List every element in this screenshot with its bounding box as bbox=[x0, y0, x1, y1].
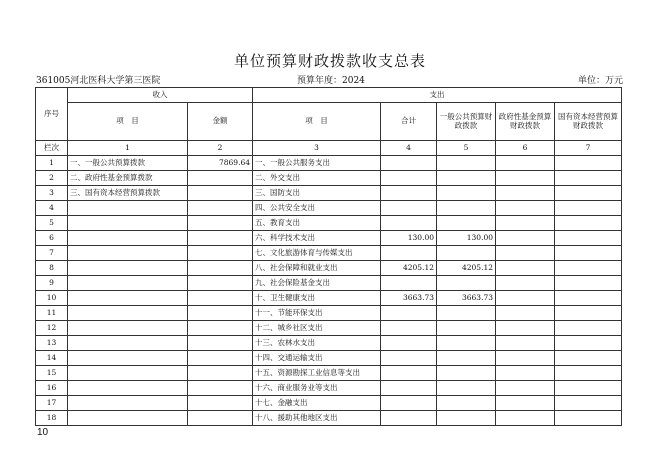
column-number-row bbox=[36, 141, 622, 156]
state-capital-amount bbox=[555, 186, 622, 201]
expense-total bbox=[381, 186, 437, 201]
gov-fund-amount bbox=[496, 336, 555, 351]
expense-total bbox=[381, 201, 437, 216]
col-label: 栏次 bbox=[36, 141, 68, 156]
state-capital-amount bbox=[555, 156, 622, 171]
table-row bbox=[36, 336, 622, 351]
income-amount bbox=[188, 246, 253, 261]
income-amount bbox=[188, 291, 253, 306]
income-item bbox=[68, 381, 188, 396]
budget-table bbox=[35, 87, 622, 426]
expense-item: 九、社会保险基金支出 bbox=[253, 276, 381, 291]
state-capital-amount bbox=[555, 381, 622, 396]
gov-fund-amount bbox=[496, 321, 555, 336]
income-item bbox=[68, 351, 188, 366]
state-capital-amount bbox=[555, 246, 622, 261]
gov-fund-amount bbox=[496, 306, 555, 321]
state-capital-amount bbox=[555, 411, 622, 426]
row-number: 15 bbox=[36, 366, 68, 381]
currency-unit: 单位：万元 bbox=[577, 76, 623, 86]
gov-fund-amount bbox=[496, 381, 555, 396]
header-income: 收入 bbox=[68, 88, 253, 103]
row-number: 7 bbox=[36, 246, 68, 261]
col-num: 6 bbox=[496, 141, 555, 156]
table-row bbox=[36, 156, 622, 171]
state-capital-amount bbox=[555, 351, 622, 366]
income-amount bbox=[188, 381, 253, 396]
row-number: 12 bbox=[36, 321, 68, 336]
header-state-capital: 国有资本经营预算财政拨款 bbox=[555, 103, 622, 141]
gov-fund-amount bbox=[496, 351, 555, 366]
row-number: 8 bbox=[36, 261, 68, 276]
income-item bbox=[68, 201, 188, 216]
income-amount bbox=[188, 306, 253, 321]
income-item bbox=[68, 366, 188, 381]
row-number: 10 bbox=[36, 291, 68, 306]
expense-item: 二、外交支出 bbox=[253, 171, 381, 186]
general-budget-amount: 130.00 bbox=[437, 231, 496, 246]
income-item bbox=[68, 291, 188, 306]
expense-item: 十三、农林水支出 bbox=[253, 336, 381, 351]
income-amount bbox=[188, 231, 253, 246]
expense-total bbox=[381, 321, 437, 336]
col-num: 3 bbox=[253, 141, 381, 156]
page-title: 单位预算财政拨款收支总表 bbox=[233, 52, 426, 70]
income-amount bbox=[188, 411, 253, 426]
gov-fund-amount bbox=[496, 396, 555, 411]
state-capital-amount bbox=[555, 366, 622, 381]
expense-item: 七、文化旅游体育与传媒支出 bbox=[253, 246, 381, 261]
general-budget-amount bbox=[437, 366, 496, 381]
income-amount bbox=[188, 396, 253, 411]
expense-item: 十四、交通运输支出 bbox=[253, 351, 381, 366]
expense-item: 十二、城乡社区支出 bbox=[253, 321, 381, 336]
table-row bbox=[36, 276, 622, 291]
budget-year: 预算年度：2024 bbox=[297, 76, 365, 86]
state-capital-amount bbox=[555, 201, 622, 216]
state-capital-amount bbox=[555, 276, 622, 291]
row-number: 18 bbox=[36, 411, 68, 426]
expense-item: 十一、节能环保支出 bbox=[253, 306, 381, 321]
general-budget-amount bbox=[437, 216, 496, 231]
expense-total bbox=[381, 351, 437, 366]
income-amount bbox=[188, 336, 253, 351]
table-row bbox=[36, 321, 622, 336]
expense-item: 十六、商业服务业等支出 bbox=[253, 381, 381, 396]
general-budget-amount bbox=[437, 276, 496, 291]
income-amount bbox=[188, 321, 253, 336]
expense-item: 十五、资源勘探工业信息等支出 bbox=[253, 366, 381, 381]
expense-item: 三、国防支出 bbox=[253, 186, 381, 201]
row-number: 11 bbox=[36, 306, 68, 321]
header-gov-fund: 政府性基金预算财政拨款 bbox=[496, 103, 555, 141]
general-budget-amount bbox=[437, 156, 496, 171]
table-row bbox=[36, 171, 622, 186]
table-row bbox=[36, 216, 622, 231]
row-number: 2 bbox=[36, 171, 68, 186]
general-budget-amount bbox=[437, 321, 496, 336]
table-row bbox=[36, 381, 622, 396]
col-num: 1 bbox=[68, 141, 188, 156]
general-budget-amount bbox=[437, 171, 496, 186]
income-item bbox=[68, 411, 188, 426]
state-capital-amount bbox=[555, 291, 622, 306]
row-number: 3 bbox=[36, 186, 68, 201]
expense-item: 十、卫生健康支出 bbox=[253, 291, 381, 306]
gov-fund-amount bbox=[496, 201, 555, 216]
table-row bbox=[36, 246, 622, 261]
income-amount bbox=[188, 366, 253, 381]
general-budget-amount bbox=[437, 381, 496, 396]
row-number: 6 bbox=[36, 231, 68, 246]
table-row bbox=[36, 396, 622, 411]
header-expense-item: 项 目 bbox=[253, 103, 381, 141]
header-seq: 序号 bbox=[36, 88, 68, 141]
row-number: 9 bbox=[36, 276, 68, 291]
income-item bbox=[68, 261, 188, 276]
expense-total bbox=[381, 396, 437, 411]
general-budget-amount bbox=[437, 186, 496, 201]
income-item bbox=[68, 336, 188, 351]
state-capital-amount bbox=[555, 171, 622, 186]
col-num: 5 bbox=[437, 141, 496, 156]
state-capital-amount bbox=[555, 231, 622, 246]
general-budget-amount bbox=[437, 336, 496, 351]
expense-total bbox=[381, 156, 437, 171]
table-row bbox=[36, 261, 622, 276]
expense-total bbox=[381, 366, 437, 381]
expense-total bbox=[381, 246, 437, 261]
income-amount bbox=[188, 171, 253, 186]
expense-item: 六、科学技术支出 bbox=[253, 231, 381, 246]
expense-total: 3663.73 bbox=[381, 291, 437, 306]
state-capital-amount bbox=[555, 261, 622, 276]
gov-fund-amount bbox=[496, 411, 555, 426]
col-num: 4 bbox=[381, 141, 437, 156]
gov-fund-amount bbox=[496, 186, 555, 201]
income-item: 二、政府性基金预算拨款 bbox=[68, 171, 188, 186]
gov-fund-amount bbox=[496, 246, 555, 261]
gov-fund-amount bbox=[496, 156, 555, 171]
general-budget-amount: 3663.73 bbox=[437, 291, 496, 306]
income-amount bbox=[188, 261, 253, 276]
income-item bbox=[68, 216, 188, 231]
expense-total bbox=[381, 336, 437, 351]
income-item bbox=[68, 396, 188, 411]
gov-fund-amount bbox=[496, 276, 555, 291]
state-capital-amount bbox=[555, 216, 622, 231]
income-item: 三、国有资本经营预算拨款 bbox=[68, 186, 188, 201]
row-number: 17 bbox=[36, 396, 68, 411]
gov-fund-amount bbox=[496, 231, 555, 246]
expense-total: 130.00 bbox=[381, 231, 437, 246]
income-amount: 7869.64 bbox=[188, 156, 253, 171]
row-number: 5 bbox=[36, 216, 68, 231]
income-amount bbox=[188, 186, 253, 201]
row-number: 13 bbox=[36, 336, 68, 351]
state-capital-amount bbox=[555, 321, 622, 336]
header-total: 合计 bbox=[381, 103, 437, 141]
expense-item: 一、一般公共服务支出 bbox=[253, 156, 381, 171]
page-number: 10 bbox=[37, 427, 49, 438]
income-item bbox=[68, 306, 188, 321]
income-item bbox=[68, 321, 188, 336]
expense-item: 八、社会保障和就业支出 bbox=[253, 261, 381, 276]
header-income-amount: 金额 bbox=[188, 103, 253, 141]
income-item bbox=[68, 231, 188, 246]
table-row bbox=[36, 291, 622, 306]
gov-fund-amount bbox=[496, 171, 555, 186]
header-income-item: 项 目 bbox=[68, 103, 188, 141]
expense-total: 4205.12 bbox=[381, 261, 437, 276]
row-number: 1 bbox=[36, 156, 68, 171]
income-amount bbox=[188, 276, 253, 291]
general-budget-amount bbox=[437, 246, 496, 261]
general-budget-amount bbox=[437, 396, 496, 411]
expense-total bbox=[381, 216, 437, 231]
unit-name: 361005河北医科大学第三医院 bbox=[36, 76, 161, 86]
gov-fund-amount bbox=[496, 261, 555, 276]
table-row bbox=[36, 411, 622, 426]
income-amount bbox=[188, 201, 253, 216]
expense-item: 十七、金融支出 bbox=[253, 396, 381, 411]
table-row bbox=[36, 306, 622, 321]
state-capital-amount bbox=[555, 336, 622, 351]
table-row bbox=[36, 186, 622, 201]
income-item bbox=[68, 246, 188, 261]
state-capital-amount bbox=[555, 306, 622, 321]
expense-item: 五、教育支出 bbox=[253, 216, 381, 231]
table-row bbox=[36, 201, 622, 216]
expense-total bbox=[381, 171, 437, 186]
table-row bbox=[36, 231, 622, 246]
general-budget-amount bbox=[437, 201, 496, 216]
col-num: 7 bbox=[555, 141, 622, 156]
expense-item: 十八、援助其他地区支出 bbox=[253, 411, 381, 426]
gov-fund-amount bbox=[496, 216, 555, 231]
income-item: 一、一般公共预算拨款 bbox=[68, 156, 188, 171]
income-amount bbox=[188, 216, 253, 231]
col-num: 2 bbox=[188, 141, 253, 156]
income-item bbox=[68, 276, 188, 291]
general-budget-amount: 4205.12 bbox=[437, 261, 496, 276]
table-row bbox=[36, 366, 622, 381]
header-general-budget: 一般公共预算财政拨款 bbox=[437, 103, 496, 141]
row-number: 4 bbox=[36, 201, 68, 216]
row-number: 14 bbox=[36, 351, 68, 366]
header-expense: 支出 bbox=[253, 88, 622, 103]
expense-total bbox=[381, 276, 437, 291]
gov-fund-amount bbox=[496, 366, 555, 381]
general-budget-amount bbox=[437, 411, 496, 426]
state-capital-amount bbox=[555, 396, 622, 411]
expense-total bbox=[381, 306, 437, 321]
general-budget-amount bbox=[437, 306, 496, 321]
expense-item: 四、公共安全支出 bbox=[253, 201, 381, 216]
table-row bbox=[36, 351, 622, 366]
expense-total bbox=[381, 411, 437, 426]
row-number: 16 bbox=[36, 381, 68, 396]
gov-fund-amount bbox=[496, 291, 555, 306]
expense-total bbox=[381, 381, 437, 396]
income-amount bbox=[188, 351, 253, 366]
general-budget-amount bbox=[437, 351, 496, 366]
